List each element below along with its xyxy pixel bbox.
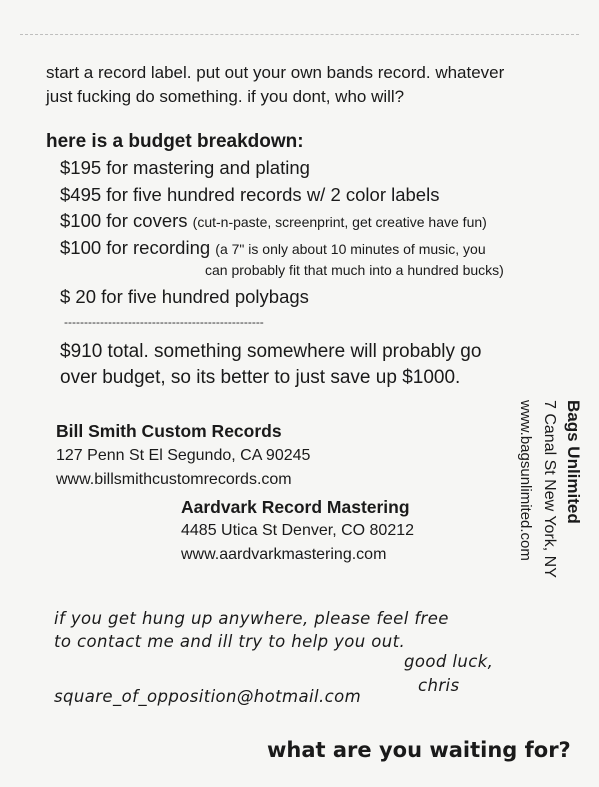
contact-email: square_of_opposition@hotmail.com [54, 687, 362, 706]
budget-total-line-2: over budget, so its better to just save up $1000. [60, 367, 461, 388]
bags-unlimited-rotated [513, 400, 585, 578]
budget-item [60, 237, 486, 259]
bill-smith-url: www.billsmithcustomrecords.com [56, 471, 292, 488]
bags-url: www.bagsunlimited.com [517, 400, 534, 561]
aardvark-url: www.aardvarkmastering.com [181, 546, 387, 563]
bill-smith-name: Bill Smith Custom Records [56, 421, 282, 441]
intro-line-1: start a record label. put out your own bands record. whatever [46, 63, 505, 82]
bill-smith-address: 127 Penn St El Segundo, CA 90245 [56, 447, 311, 464]
budget-item [60, 184, 439, 206]
budget-item [60, 286, 309, 308]
page-top-edge [20, 34, 579, 35]
closing-line-1: if you get hung up anywhere, please feel free [54, 609, 449, 628]
budget-item [60, 157, 310, 179]
closing-line-2: to contact me and ill try to help you out. [54, 632, 406, 651]
aardvark-address: 4485 Utica St Denver, CO 80212 [181, 522, 415, 539]
bags-unlimited-block [515, 400, 583, 630]
footer-question: what are you waiting for? [267, 738, 571, 762]
budget-item-text: $100 for recording [60, 237, 211, 258]
budget-item-text: $195 for mastering and plating [60, 157, 310, 178]
budget-item-note: (cut-n-paste, screenprint, get creative have fun) [192, 214, 487, 230]
budget-item-note: (a 7" is only about 10 minutes of music, you [215, 241, 486, 257]
budget-divider: -------------------------------------------------- [64, 315, 264, 329]
bags-name: Bags Unlimited [564, 400, 583, 524]
budget-item [60, 210, 487, 232]
budget-item-note-continued: can probably fit that much into a hundred bucks) [205, 262, 504, 278]
signature-name: chris [418, 676, 460, 695]
intro-line-2: just fucking do something. if you dont, who will? [46, 87, 405, 106]
aardvark-name: Aardvark Record Mastering [181, 497, 410, 517]
budget-item-text: $ 20 for five hundred polybags [60, 286, 309, 307]
budget-item-text: $495 for five hundred records w/ 2 color labels [60, 184, 440, 205]
budget-total-line-1: $910 total. something somewhere will probably go [60, 341, 482, 362]
good-luck-text: good luck, [404, 652, 494, 671]
budget-item-text: $100 for covers [60, 210, 188, 231]
bags-address: 7 Canal St New York, NY [541, 400, 558, 578]
budget-heading: here is a budget breakdown: [46, 131, 304, 152]
